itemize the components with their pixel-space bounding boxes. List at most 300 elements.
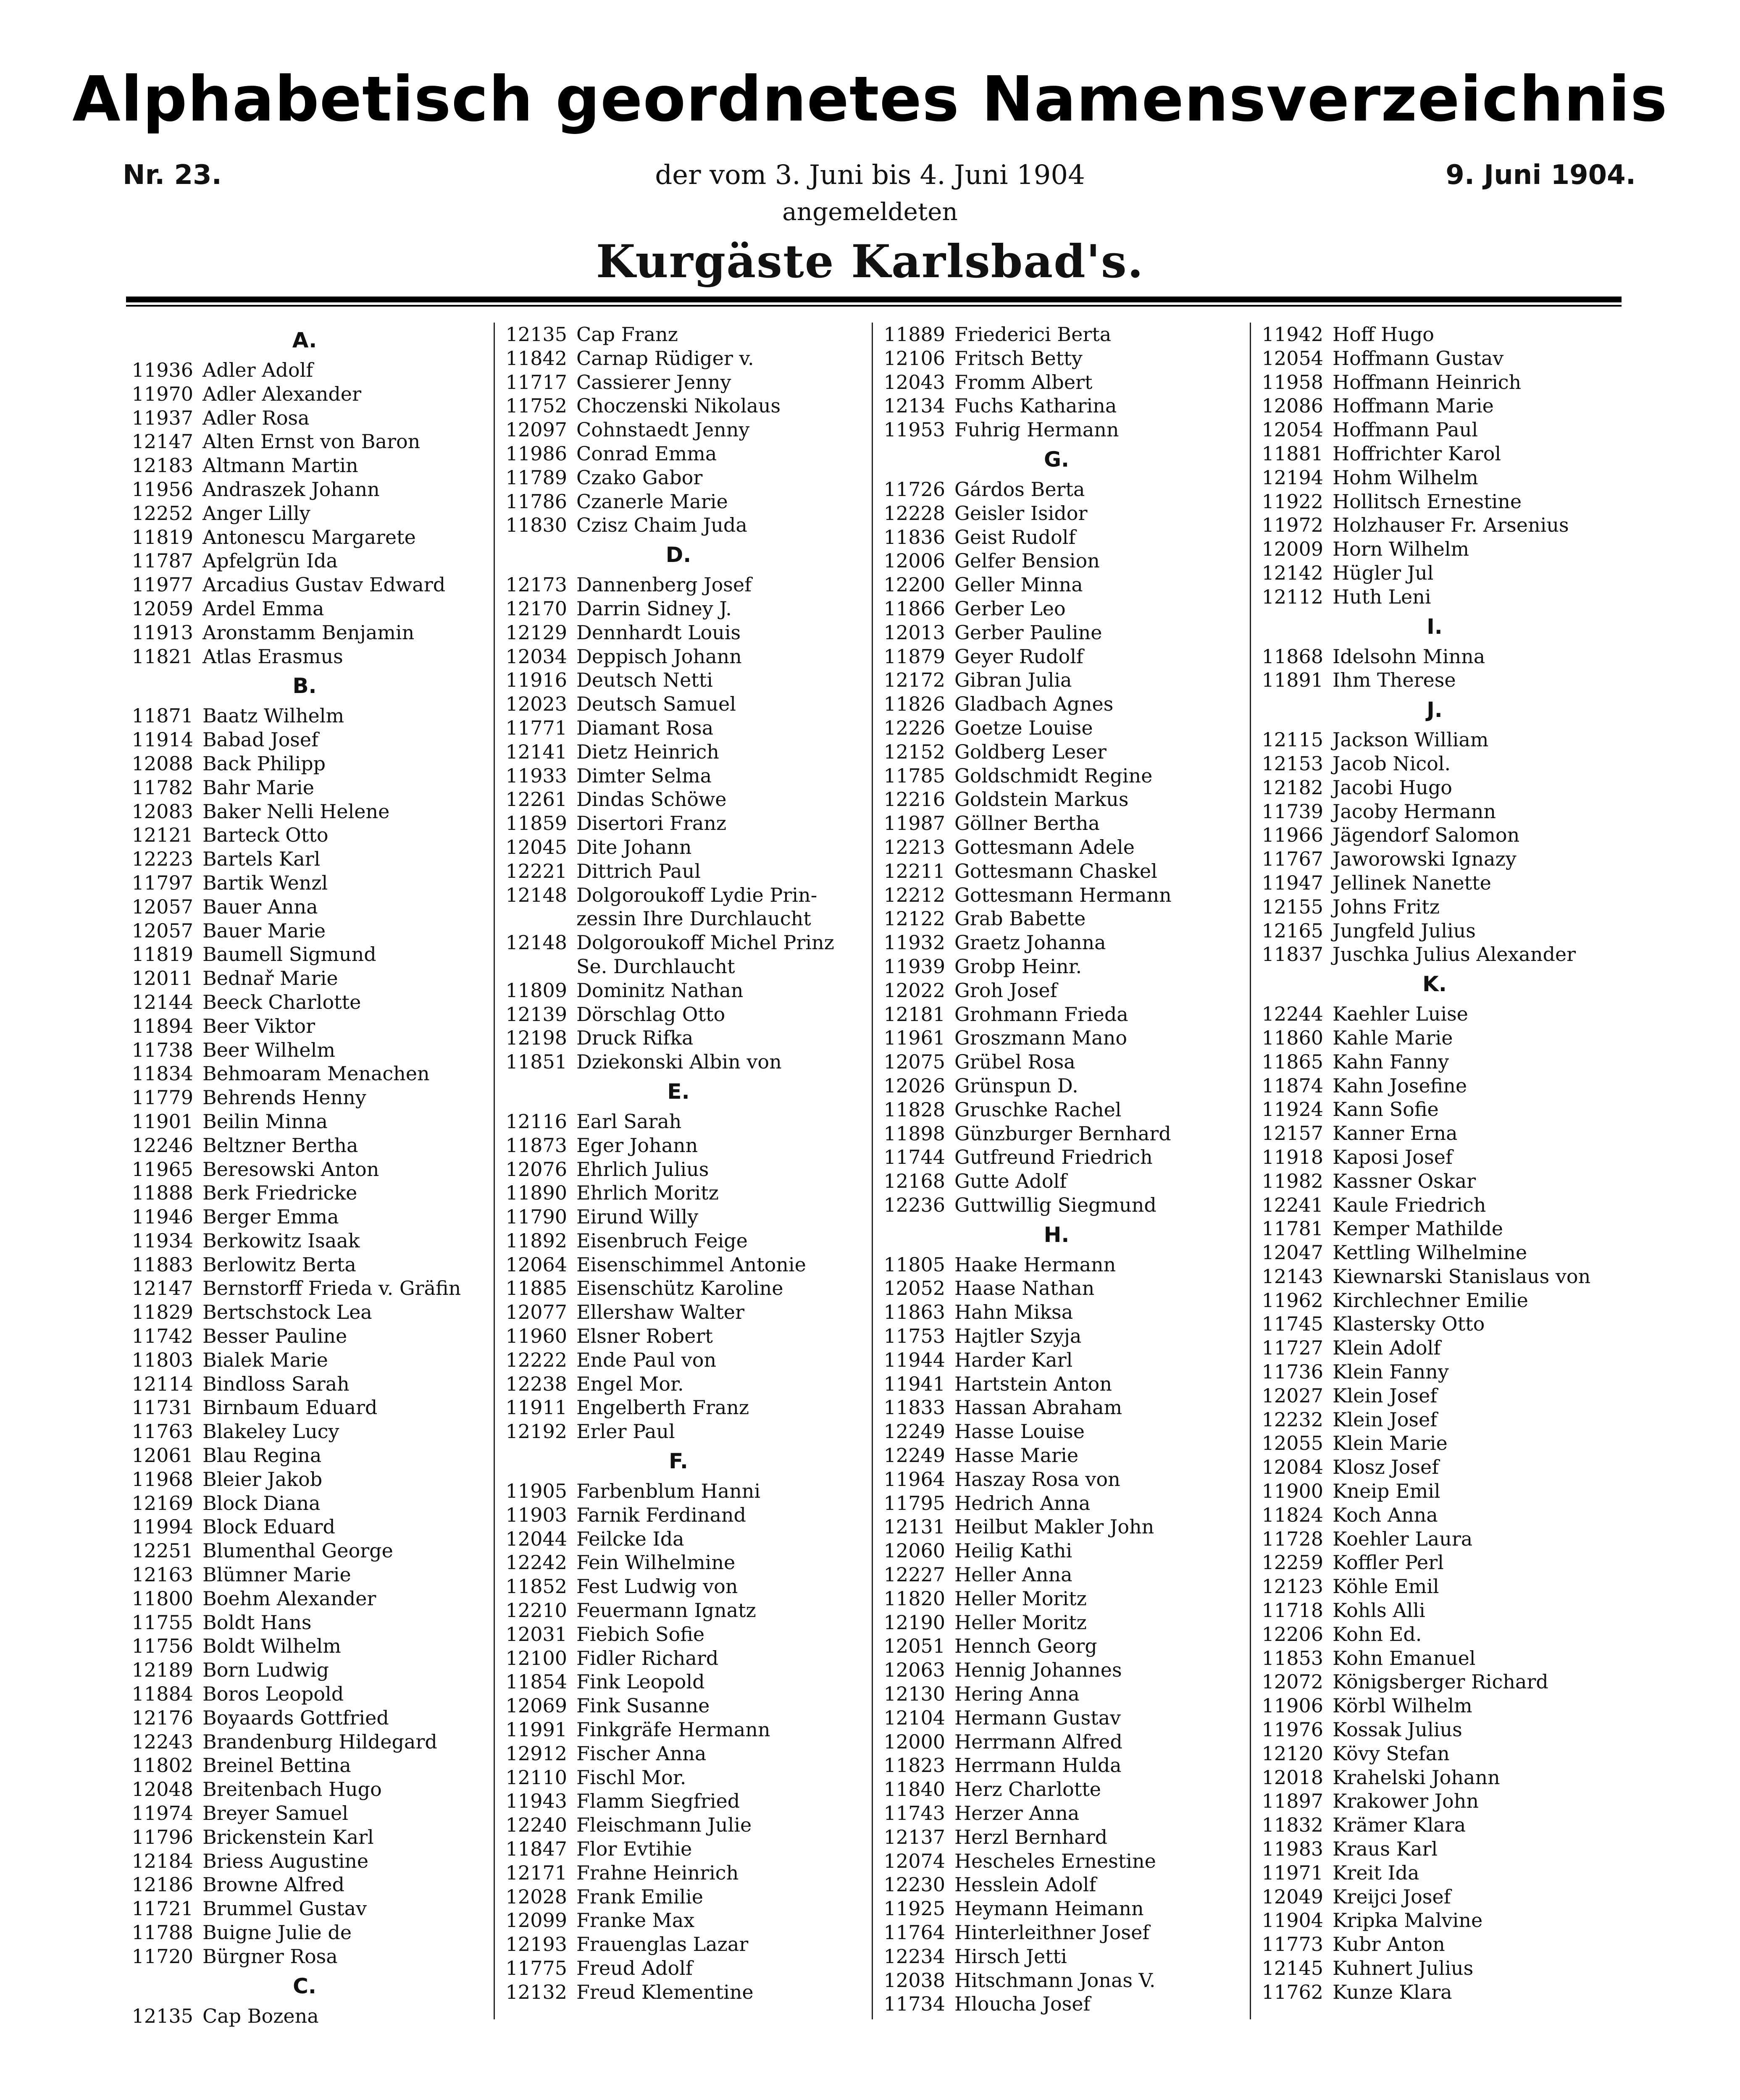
entry-number: 12104 xyxy=(883,1706,945,1729)
list-item xyxy=(1252,1050,1617,1074)
list-item xyxy=(874,1444,1239,1467)
entry-number: 11803 xyxy=(131,1348,193,1371)
entry-number: 11922 xyxy=(1262,490,1323,513)
entry-number: 12049 xyxy=(1262,1885,1323,1908)
list-item xyxy=(874,692,1239,716)
list-item xyxy=(496,490,861,514)
guest-name: Kohn Ed. xyxy=(1333,1622,1422,1646)
list-item xyxy=(874,525,1239,549)
list-item xyxy=(1252,1217,1617,1241)
list-item xyxy=(874,1026,1239,1050)
list-item xyxy=(122,382,487,406)
guest-name: Choczenski Nikolaus xyxy=(576,394,781,417)
entry-number: 12912 xyxy=(505,1742,567,1765)
list-item xyxy=(122,1730,487,1754)
guest-name: Kaposi Josef xyxy=(1333,1145,1453,1168)
list-item xyxy=(122,1014,487,1038)
entry-number: 11756 xyxy=(131,1635,193,1658)
list-item xyxy=(496,1527,861,1551)
entry-number: 11971 xyxy=(1262,1861,1323,1884)
guest-name: Hloucha Josef xyxy=(954,1992,1091,2016)
entry-number: 12230 xyxy=(883,1873,945,1896)
guest-name: Fiebich Sofie xyxy=(576,1622,705,1646)
entry-number: 11976 xyxy=(1262,1718,1323,1741)
list-item xyxy=(1252,585,1617,609)
list-item xyxy=(496,1396,861,1420)
entry-number: 12244 xyxy=(1262,1003,1323,1026)
list-item xyxy=(874,621,1239,645)
guest-name: Anger Lilly xyxy=(202,501,310,525)
entry-number: 11727 xyxy=(1262,1336,1323,1360)
guest-name: Back Philipp xyxy=(202,752,326,775)
list-item xyxy=(122,1348,487,1372)
list-item xyxy=(874,1539,1239,1563)
entry-number: 12222 xyxy=(505,1348,567,1371)
list-item xyxy=(874,1634,1239,1658)
list-item xyxy=(122,1467,487,1491)
guest-name: Breinel Bettina xyxy=(202,1754,351,1777)
guest-name: Adler Rosa xyxy=(202,406,310,429)
guest-name: Kripka Malvine xyxy=(1333,1909,1483,1932)
entry-number: 11911 xyxy=(505,1396,567,1419)
list-item xyxy=(874,1563,1239,1587)
list-item xyxy=(874,597,1239,621)
guest-name: Holzhauser Fr. Arsenius xyxy=(1333,514,1569,537)
guest-name: Bindloss Sarah xyxy=(202,1372,350,1395)
entry-number: 12170 xyxy=(505,597,567,620)
entry-number: 11736 xyxy=(1262,1360,1323,1383)
section-letter: E. xyxy=(667,1079,690,1104)
guest-name: Altmann Martin xyxy=(202,454,358,477)
list-item xyxy=(874,1396,1239,1420)
list-item xyxy=(1252,1789,1617,1813)
list-item xyxy=(1252,1861,1617,1885)
name-column-1 xyxy=(122,323,487,2028)
date-range: der vom 3. Juni bis 4. Juni 1904 xyxy=(655,160,1085,191)
list-item xyxy=(122,1324,487,1348)
entry-number: 12194 xyxy=(1262,466,1323,489)
list-item xyxy=(496,1551,861,1575)
guest-name: Briess Augustine xyxy=(202,1849,369,1872)
entry-number: 12134 xyxy=(883,394,945,417)
list-item xyxy=(874,955,1239,979)
guest-name: Czisz Chaim Juda xyxy=(576,514,747,537)
section-letter: G. xyxy=(1043,447,1070,472)
header-rule xyxy=(126,297,1622,302)
guest-name: Antonescu Margarete xyxy=(202,525,416,549)
entry-number: 12213 xyxy=(883,835,945,858)
guest-name: Hedrich Anna xyxy=(954,1491,1091,1515)
entry-number: 11744 xyxy=(883,1146,945,1169)
entry-number: 11755 xyxy=(131,1611,193,1634)
guest-name: Deutsch Netti xyxy=(576,669,713,692)
guest-name: Ehrlich Moritz xyxy=(576,1181,719,1205)
list-item xyxy=(874,1098,1239,1122)
guest-name: Dennhardt Louis xyxy=(576,621,741,644)
guest-name: Herzl Bernhard xyxy=(954,1825,1108,1848)
guest-name: Kahn Fanny xyxy=(1333,1050,1449,1073)
entry-number: 11860 xyxy=(1262,1026,1323,1049)
guest-name: Bernstorff Frieda v. Gräfin xyxy=(202,1277,461,1300)
guest-name: Flor Evtihie xyxy=(576,1838,692,1861)
list-item xyxy=(874,788,1239,811)
entry-number: 11977 xyxy=(131,573,193,596)
guest-name: Eger Johann xyxy=(576,1134,698,1157)
entry-number: 12031 xyxy=(505,1622,567,1646)
guest-name: Haase Nathan xyxy=(954,1277,1095,1300)
guest-name: Dziekonski Albin von xyxy=(576,1050,782,1074)
list-item xyxy=(496,1158,861,1181)
list-item xyxy=(1252,1241,1617,1265)
guest-name: Kaehler Luise xyxy=(1333,1003,1468,1026)
list-item xyxy=(122,895,487,919)
entry-number: 11873 xyxy=(505,1134,567,1157)
entry-number: 11918 xyxy=(1262,1145,1323,1168)
entry-number: 12116 xyxy=(505,1110,567,1133)
entry-number: 12147 xyxy=(131,1277,193,1300)
entry-number: 12115 xyxy=(1262,728,1323,751)
entry-number: 11897 xyxy=(1262,1790,1323,1813)
list-item xyxy=(496,466,861,490)
list-item xyxy=(122,1444,487,1467)
list-item xyxy=(496,1956,861,1980)
entry-number: 12240 xyxy=(505,1814,567,1837)
guest-name: Beresowski Anton xyxy=(202,1158,379,1181)
list-item xyxy=(496,1348,861,1372)
list-item xyxy=(874,1945,1239,1969)
guest-name: Berkowitz Isaak xyxy=(202,1229,360,1252)
entry-number: 12153 xyxy=(1262,752,1323,775)
name-column-3 xyxy=(874,323,1239,2016)
guest-name: Aronstamm Benjamin xyxy=(202,621,415,644)
guest-name: Kahn Josefine xyxy=(1333,1074,1467,1097)
list-item xyxy=(874,573,1239,597)
guest-name: Heilbut Makler John xyxy=(954,1515,1154,1538)
list-item xyxy=(1252,752,1617,776)
entry-number: 12009 xyxy=(1262,538,1323,561)
entry-number: 12022 xyxy=(883,979,945,1002)
list-item xyxy=(496,1503,861,1527)
entry-number: 11795 xyxy=(883,1491,945,1515)
guest-name: Herrmann Hulda xyxy=(954,1754,1122,1777)
entry-number: 12171 xyxy=(505,1861,567,1884)
guest-name: Klosz Josef xyxy=(1333,1456,1439,1479)
entry-number: 11851 xyxy=(505,1050,567,1074)
guest-name: Hesslein Adolf xyxy=(954,1873,1096,1896)
list-item xyxy=(122,621,487,645)
list-item xyxy=(874,979,1239,1003)
list-item xyxy=(1252,1336,1617,1360)
guest-name: Baumell Sigmund xyxy=(202,943,376,966)
guest-name: Huth Leni xyxy=(1333,585,1431,608)
entry-number: 11823 xyxy=(883,1754,945,1777)
list-item xyxy=(1252,1384,1617,1408)
entry-number: 11738 xyxy=(131,1038,193,1061)
entry-number: 12216 xyxy=(883,788,945,811)
guest-name: Kohls Alli xyxy=(1333,1599,1425,1622)
list-item xyxy=(122,919,487,943)
list-item xyxy=(496,1837,861,1861)
entry-number: 12261 xyxy=(505,788,567,811)
guest-name: Dittrich Paul xyxy=(576,859,701,882)
list-item xyxy=(1252,418,1617,442)
entry-number: 12252 xyxy=(131,501,193,525)
list-item xyxy=(1252,1097,1617,1121)
section-letter: J. xyxy=(1427,698,1443,722)
entry-number: 11785 xyxy=(883,764,945,787)
list-item xyxy=(496,1300,861,1324)
entry-number: 12148 xyxy=(505,883,567,906)
guest-name: Hügler Jul xyxy=(1333,561,1434,584)
guest-name: Graetz Johanna xyxy=(954,931,1106,954)
guest-name: Beer Viktor xyxy=(202,1014,315,1037)
guest-name: Klastersky Otto xyxy=(1333,1312,1485,1336)
entry-number: 11745 xyxy=(1262,1312,1323,1336)
list-item xyxy=(1252,847,1617,871)
entry-number: 12122 xyxy=(883,907,945,930)
list-item xyxy=(496,1885,861,1909)
guest-name: Klein Josef xyxy=(1333,1384,1438,1407)
guest-name: Berger Emma xyxy=(202,1205,339,1228)
list-item xyxy=(1252,323,1617,346)
guest-name: Grünspun D. xyxy=(954,1074,1078,1097)
list-item xyxy=(1252,1408,1617,1432)
list-item xyxy=(122,573,487,597)
list-item xyxy=(122,1110,487,1134)
list-item xyxy=(122,1396,487,1420)
list-item xyxy=(122,597,487,621)
entry-number: 12141 xyxy=(505,740,567,763)
entry-number: 12135 xyxy=(505,323,567,346)
entry-number: 11866 xyxy=(883,597,945,620)
list-item xyxy=(122,990,487,1014)
guest-name: Fink Leopold xyxy=(576,1670,705,1693)
entry-number: 11903 xyxy=(505,1503,567,1526)
guest-name: Heller Moritz xyxy=(954,1587,1087,1610)
entry-number: 12106 xyxy=(883,346,945,370)
entry-number: 11837 xyxy=(1262,943,1323,966)
section-letter: D. xyxy=(665,543,691,567)
list-item xyxy=(122,1658,487,1682)
entry-number: 12234 xyxy=(883,1945,945,1968)
guest-name: Juschka Julius Alexander xyxy=(1333,943,1576,966)
entry-number: 12206 xyxy=(1262,1622,1323,1646)
entry-number: 11842 xyxy=(505,346,567,370)
guest-name: Gutte Adolf xyxy=(954,1170,1067,1193)
entry-number: 12112 xyxy=(1262,585,1323,608)
guest-name: Koch Anna xyxy=(1333,1503,1438,1526)
list-item xyxy=(496,668,861,692)
list-item xyxy=(874,1682,1239,1706)
entry-number: 12051 xyxy=(883,1635,945,1658)
list-item xyxy=(874,1420,1239,1444)
entry-number: 12251 xyxy=(131,1539,193,1562)
entry-number: 12063 xyxy=(883,1659,945,1682)
guest-name: Fischer Anna xyxy=(576,1742,707,1765)
list-item xyxy=(1252,1885,1617,1909)
guest-name: Kemper Mathilde xyxy=(1333,1217,1503,1240)
guest-name: Dindas Schöwe xyxy=(576,788,727,811)
guest-name: Ardel Emma xyxy=(202,597,324,620)
entry-number: 12193 xyxy=(505,1933,567,1956)
entry-number: 11937 xyxy=(131,406,193,429)
list-item xyxy=(122,1563,487,1587)
entry-number: 12184 xyxy=(131,1849,193,1872)
list-item xyxy=(122,1825,487,1849)
list-item xyxy=(122,478,487,501)
guest-name: Fleischmann Julie xyxy=(576,1814,752,1837)
entry-number: 12210 xyxy=(505,1599,567,1622)
guest-name: Bürgner Rosa xyxy=(202,1945,338,1968)
guest-name: Cap Franz xyxy=(576,323,678,346)
guest-name: Kneip Emil xyxy=(1333,1480,1440,1503)
guest-name: Cohnstaedt Jenny xyxy=(576,418,750,441)
list-item xyxy=(874,1491,1239,1515)
guest-name: Baatz Wilhelm xyxy=(202,704,344,727)
guest-name: Guttwillig Siegmund xyxy=(954,1193,1156,1216)
guest-name: Earl Sarah xyxy=(576,1110,682,1133)
guest-name: Hermann Gustav xyxy=(954,1706,1121,1729)
list-item xyxy=(496,859,861,883)
guest-name: Czanerle Marie xyxy=(576,490,728,513)
guest-name: Grübel Rosa xyxy=(954,1050,1075,1074)
entry-number: 11789 xyxy=(505,466,567,489)
list-item xyxy=(1252,1551,1617,1575)
guest-name: Farbenblum Hanni xyxy=(576,1480,761,1503)
list-item xyxy=(496,1050,861,1074)
entry-number: 12059 xyxy=(131,597,193,620)
entry-number: 11894 xyxy=(131,1014,193,1037)
guest-name: Hoffmann Gustav xyxy=(1333,346,1504,370)
guest-name: Hartstein Anton xyxy=(954,1372,1112,1395)
issue-number: Nr. 23. xyxy=(123,160,222,191)
guest-name: Fein Wilhelmine xyxy=(576,1551,736,1574)
list-item xyxy=(496,1110,861,1134)
guest-name: Brummel Gustav xyxy=(202,1897,367,1920)
column-divider xyxy=(494,323,495,2019)
guest-name: Adler Alexander xyxy=(202,382,362,405)
list-item xyxy=(496,1253,861,1277)
section-letter: I. xyxy=(1427,614,1443,639)
entry-number: 12084 xyxy=(1262,1456,1323,1479)
entry-number: 11728 xyxy=(1262,1527,1323,1550)
entry-number: 12173 xyxy=(505,573,567,596)
entry-number: 11820 xyxy=(883,1587,945,1610)
entry-number: 12236 xyxy=(883,1193,945,1216)
list-item xyxy=(1252,1766,1617,1790)
entry-number: 12072 xyxy=(1262,1670,1323,1693)
list-item xyxy=(496,1575,861,1599)
entry-number: 11739 xyxy=(1262,800,1323,823)
guest-name: Flamm Siegfried xyxy=(576,1790,740,1813)
section-letter: K. xyxy=(1422,972,1447,997)
list-item xyxy=(1252,490,1617,514)
entry-number: 11881 xyxy=(1262,442,1323,465)
guest-name: Frauenglas Lazar xyxy=(576,1933,749,1956)
entry-number: 12142 xyxy=(1262,561,1323,584)
list-item xyxy=(122,1682,487,1706)
list-item xyxy=(874,907,1239,931)
list-item xyxy=(496,1276,861,1300)
entry-number: 11852 xyxy=(505,1575,567,1598)
list-item xyxy=(496,1229,861,1253)
guest-name: Finkgräfe Hermann xyxy=(576,1718,770,1741)
guest-name: Gutfreund Friedrich xyxy=(954,1146,1153,1169)
entry-number: 12249 xyxy=(883,1420,945,1443)
list-item xyxy=(874,859,1239,883)
guest-name: Adler Adolf xyxy=(202,359,313,381)
guest-name: Hassan Abraham xyxy=(954,1396,1122,1419)
guest-name: Herrmann Alfred xyxy=(954,1730,1122,1753)
entry-number: 12054 xyxy=(1262,346,1323,370)
entry-number: 12100 xyxy=(505,1646,567,1670)
entry-number: 11889 xyxy=(883,323,945,346)
entry-number: 12130 xyxy=(883,1683,945,1706)
entry-number: 12013 xyxy=(883,621,945,644)
entry-number: 11972 xyxy=(1262,514,1323,537)
entry-number: 11863 xyxy=(883,1301,945,1324)
list-item xyxy=(122,823,487,847)
list-item xyxy=(496,1813,861,1837)
guest-name: Gelfer Bension xyxy=(954,549,1100,572)
guest-name: Heller Anna xyxy=(954,1563,1072,1586)
guest-name: Beeck Charlotte xyxy=(202,990,361,1013)
entry-continuation: Se. Durchlaucht xyxy=(576,955,735,978)
guest-name: Kirchlechner Emilie xyxy=(1333,1289,1528,1312)
list-item xyxy=(496,1134,861,1158)
guest-name: Dolgoroukoff Lydie Prin- xyxy=(576,883,817,906)
guest-name: Hasse Marie xyxy=(954,1444,1079,1467)
entry-number: 12212 xyxy=(883,883,945,906)
column-divider xyxy=(872,323,873,2019)
list-item xyxy=(496,442,861,466)
guest-name: Ehrlich Julius xyxy=(576,1158,709,1181)
entry-number: 12200 xyxy=(883,573,945,596)
guest-name: Blumenthal George xyxy=(202,1539,393,1562)
guest-name: Freud Klementine xyxy=(576,1980,754,2003)
list-item xyxy=(122,1229,487,1253)
guest-name: Gerber Leo xyxy=(954,597,1066,620)
guest-name: Gárdos Berta xyxy=(954,478,1085,501)
guest-name: Boldt Wilhelm xyxy=(202,1635,341,1658)
entry-number: 11802 xyxy=(131,1754,193,1777)
guest-name: Ihm Therese xyxy=(1333,669,1456,692)
guest-name: Behmoaram Menachen xyxy=(202,1062,430,1085)
entry-number: 12054 xyxy=(1262,418,1323,441)
list-item xyxy=(874,716,1239,740)
entry-number: 12052 xyxy=(883,1277,945,1300)
guest-name: Hajtler Szyja xyxy=(954,1325,1082,1348)
entry-number: 11994 xyxy=(131,1515,193,1538)
entry-number: 12075 xyxy=(883,1050,945,1074)
list-item xyxy=(122,1897,487,1921)
guest-name: Arcadius Gustav Edward xyxy=(202,573,446,596)
list-item xyxy=(122,1611,487,1635)
entry-number: 12238 xyxy=(505,1372,567,1395)
list-item xyxy=(496,811,861,835)
guest-name: Hitschmann Jonas V. xyxy=(954,1969,1156,1992)
entry-number: 11898 xyxy=(883,1122,945,1145)
guest-name: Grab Babette xyxy=(954,907,1086,930)
entry-number: 11933 xyxy=(505,764,567,787)
entry-number: 11885 xyxy=(505,1277,567,1300)
list-item xyxy=(1252,346,1617,370)
entry-number: 12123 xyxy=(1262,1575,1323,1598)
list-item xyxy=(1252,942,1617,966)
list-item xyxy=(496,621,861,645)
entry-number: 12074 xyxy=(883,1849,945,1872)
entry-number: 12243 xyxy=(131,1730,193,1753)
